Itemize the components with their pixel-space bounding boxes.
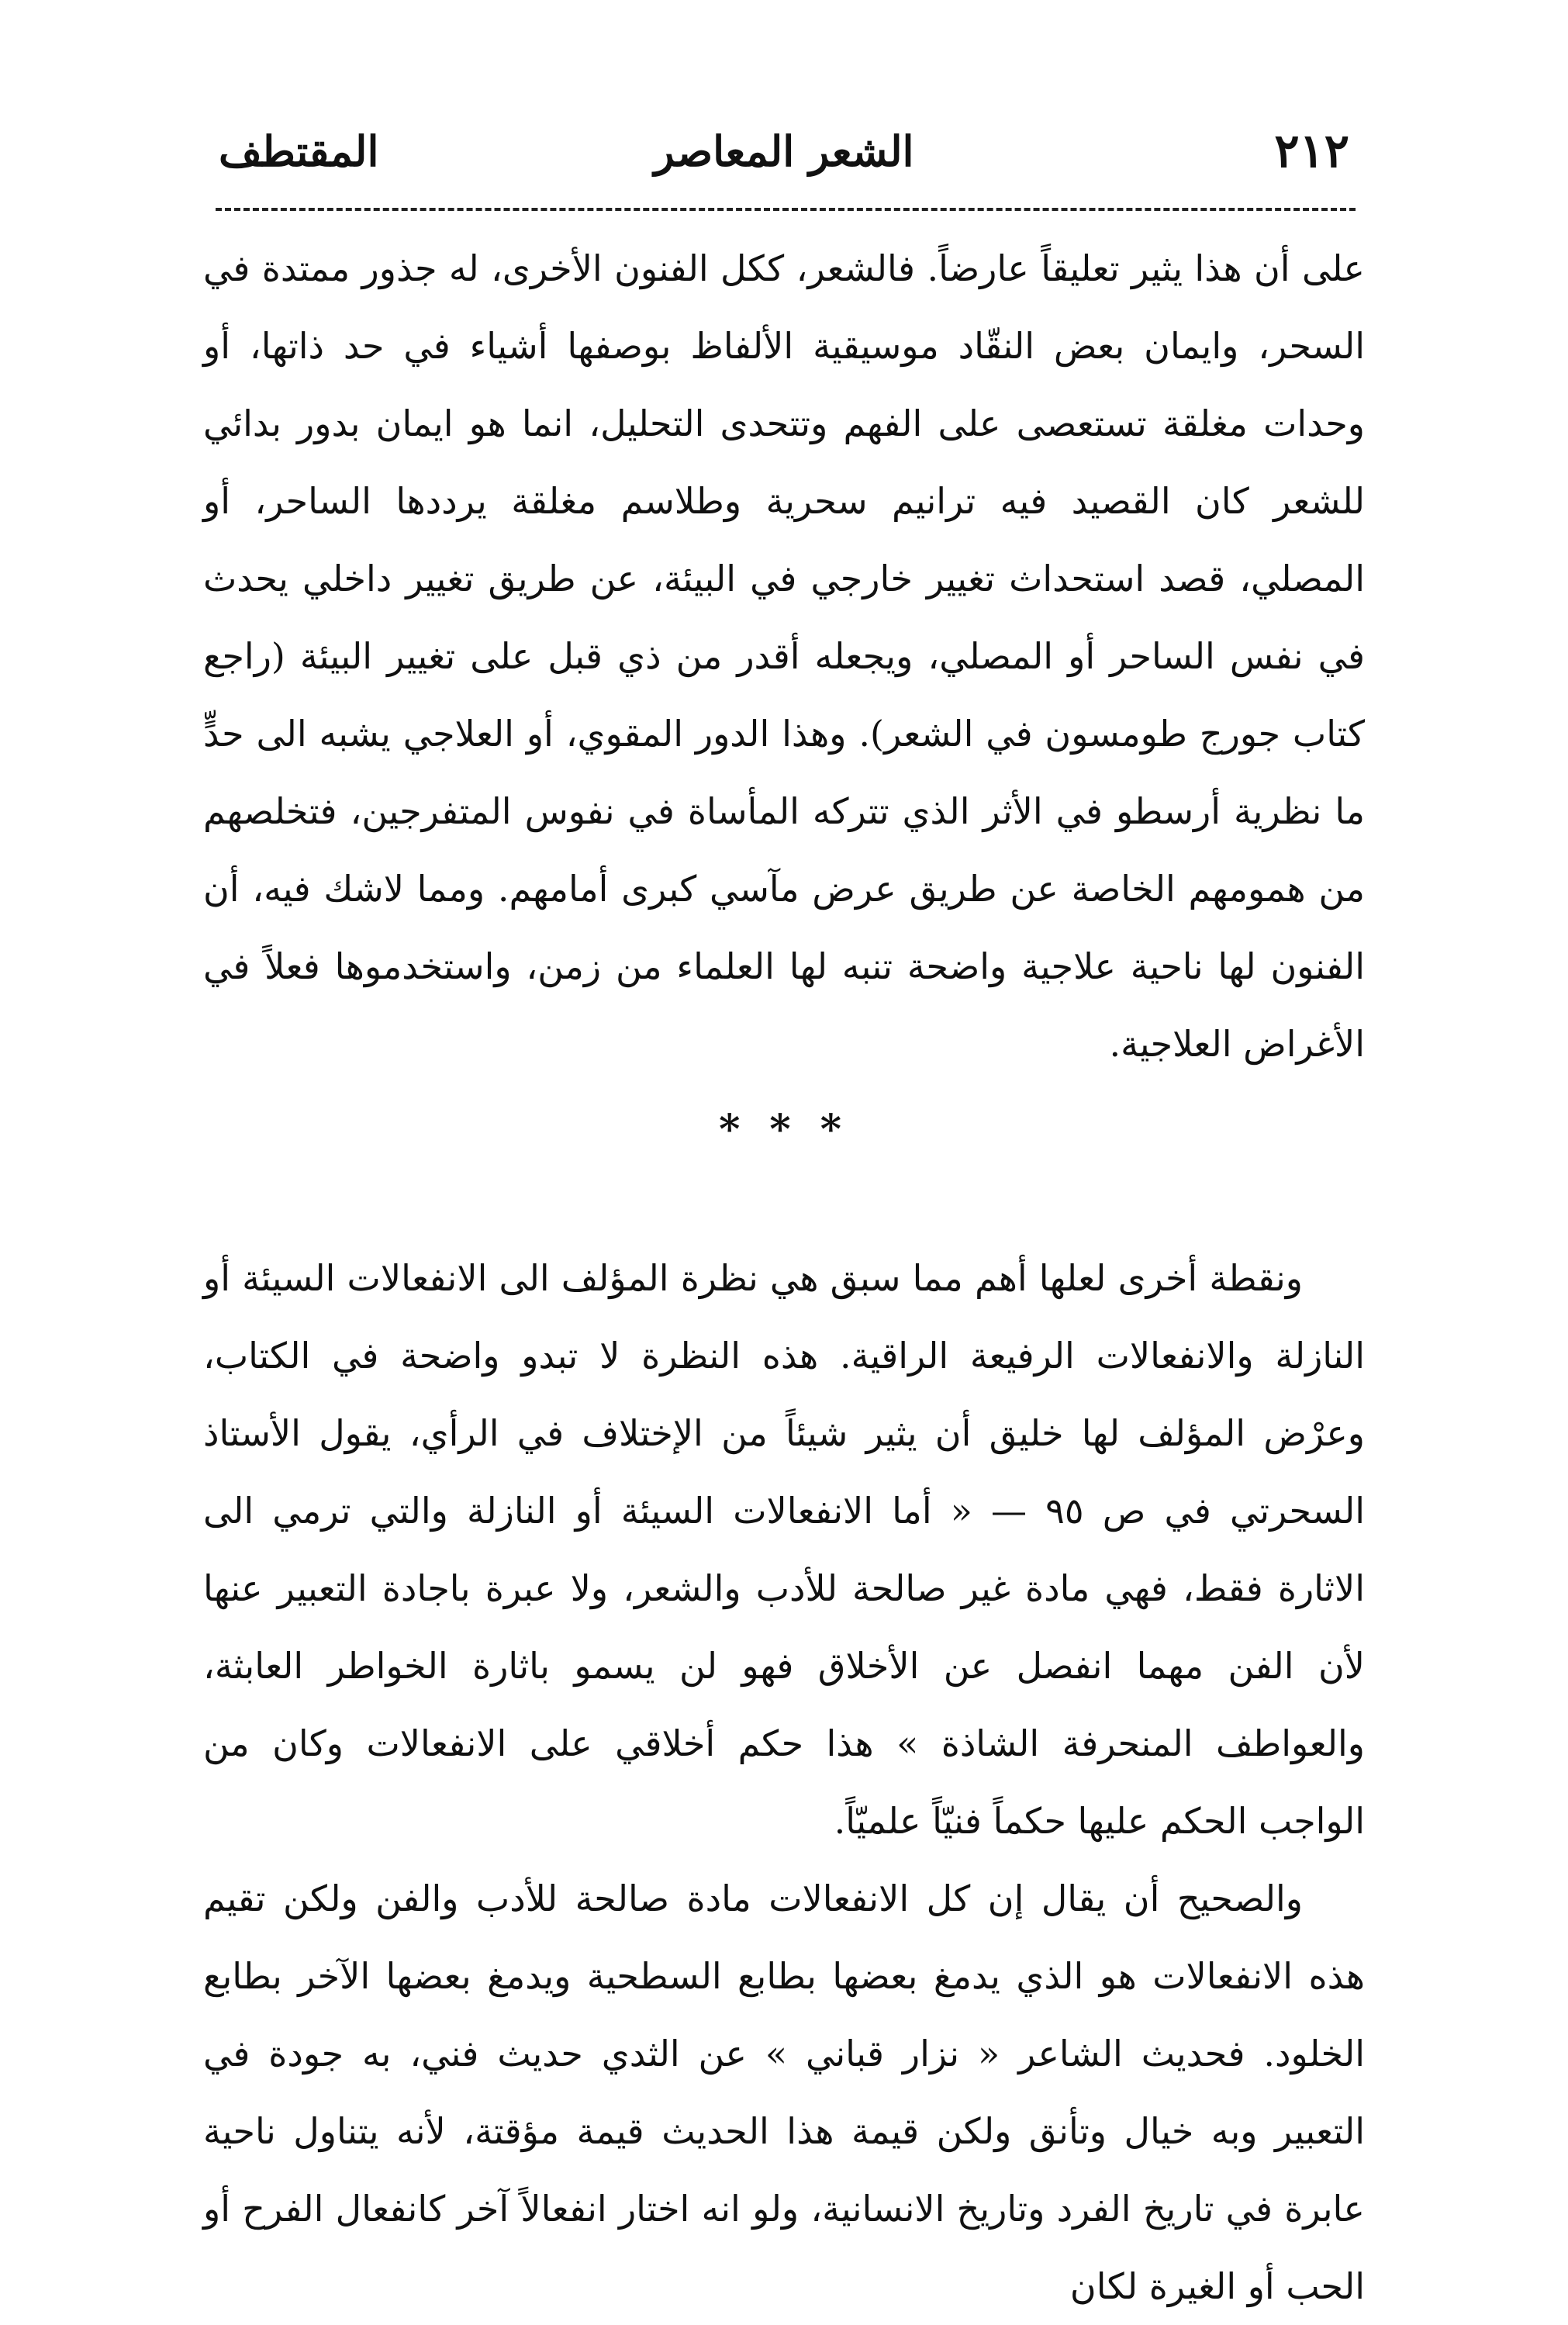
journal-name: المقتطف — [219, 126, 379, 176]
paragraph-3: والصحيح أن يقال إن كل الانفعالات مادة صالحة للأدب والفن ولكن تقيم هذه الانفعالات هو الذي يدمغ بعضها بطابع السطحية ويدمغ بعضها الآخر بطابع الخلود. فحديث الشاعر « نزار قباني » عن الثدي حديث فني، به جودة في التعبير وبه خيال وتأنق ولكن قيمة هذا الحديث قيمة مؤقتة، لأنه يتناول ناحية عابرة في تاريخ الفرد وتاريخ الانسانية، ولو انه اختار انفعالاً آخر كانفعال الفرح أو الحب أو الغيرة لكان — [203, 1878, 1366, 2307]
header-rule — [216, 208, 1356, 211]
section-separator: * * * — [719, 1106, 849, 1153]
article-title: الشعر المعاصر — [654, 126, 914, 176]
page-header — [219, 116, 1349, 186]
paragraph-2: ونقطة أخرى لعلها أهم مما سبق هي نظرة المؤلف الى الانفعالات السيئة أو النازلة والانفعالات الرفيعة الراقية. هذه النظرة لا تبدو واضحة في الكتاب، وعرْض المؤلف لها خليق أن يثير شيئاً من الإختلاف في الرأي، يقول الأستاذ السحرتي في ص ٩٥ — « أما الانفعالات السيئة أو النازلة والتي ترمي الى الاثارة فقط، فهي مادة غير صالحة للأدب والشعر، ولا عبرة باجادة التعبير عنها لأن الفن مهما انفصل عن الأخلاق فهو لن يسمو باثارة الخواطر العابثة، والعواطف المنحرفة الشاذة » هذا حكم أخلاقي على الانفعالات وكان من الواجب الحكم عليها حكماً فنيّاً علميّاً. — [203, 1257, 1366, 1842]
paragraph-1: على أن هذا يثير تعليقاً عارضاً. فالشعر، ككل الفنون الأخرى، له جذور ممتدة في السحر، وايمان بعض النقّاد موسيقية الألفاظ بوصفها أشياء في حد ذاتها، أو وحدات مغلقة تستعصى على الفهم وتتحدى التحليل، انما هو ايمان بدور بدائي للشعر كان القصيد فيه ترانيم سحرية وطلاسم مغلقة يرددها الساحر، أو المصلي، قصد استحداث تغيير خارجي في البيئة، عن طريق تغيير داخلي يحدث في نفس الساحر أو المصلي، ويجعله أقدر من ذي قبل على تغيير البيئة (راجع كتاب جورج طومسون في الشعر). وهذا الدور المقوي، أو العلاجي يشبه الى حدٍّ ما نظرية أرسطو في الأثر الذي تتركه المأساة في نفوس المتفرجين، فتخلصهم من همومهم الخاصة عن طريق عرض مآسي كبرى أمامهم. ومما لاشك فيه، أن الفنون لها ناحية علاجية واضحة تنبه لها العلماء من زمن، واستخدموها فعلاً في الأغراض العلاجية. — [203, 247, 1366, 1065]
page-body — [203, 230, 1365, 2325]
page-number: ٢١٢ — [1274, 124, 1349, 178]
